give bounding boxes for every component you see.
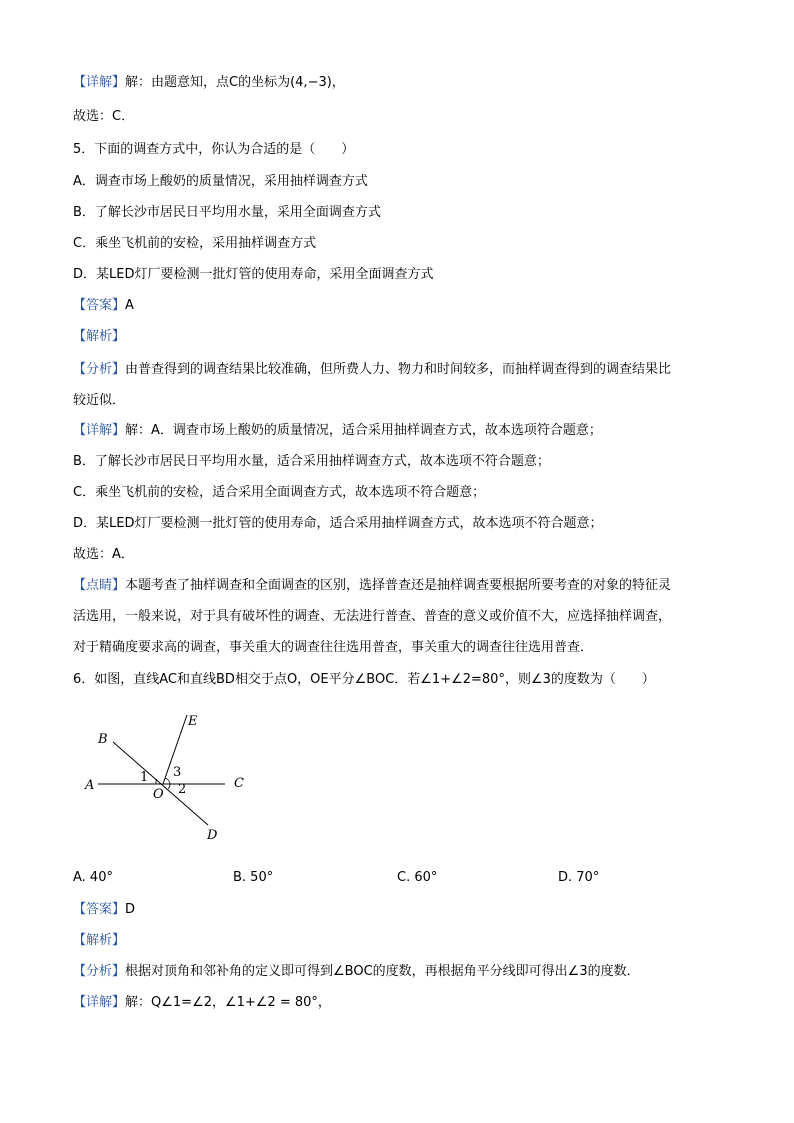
question-5-stem: [73, 141, 354, 159]
geometry-figure: [80, 705, 260, 850]
text: A．调查市场上酸奶的质量情况，采用抽样调查方式: [73, 174, 368, 189]
question-6-stem: [73, 671, 655, 689]
q5-answer: [73, 297, 134, 315]
label-b: B: [98, 732, 108, 747]
label-angle-3: 3: [173, 765, 182, 780]
q6-answer: [73, 901, 135, 919]
question-5-option-d: [73, 266, 433, 284]
q5-analysis-heading: [73, 328, 125, 346]
q5-analysis: [73, 361, 671, 379]
q5-detail-c: [73, 484, 485, 502]
text: 解：由题意知，点C的坐标为(4,−3)，: [125, 75, 345, 90]
tag-analysis: 【分析】: [73, 964, 126, 979]
line-detail-point-c: [73, 74, 345, 92]
text: 5．下面的调查方式中，你认为合适的是（ ）: [73, 142, 355, 157]
text: B．了解长沙市居民日平均用水量，适合采用抽样调查方式，故本选项不符合题意；: [73, 454, 550, 469]
text: D．某LED灯厂要检测一批灯管的使用寿命，采用全面调查方式: [73, 267, 434, 282]
text: D．某LED灯厂要检测一批灯管的使用寿命，适合采用抽样调查方式，故本选项不符合题意；: [73, 516, 603, 531]
q5-choose: [73, 546, 134, 564]
text: C．乘坐飞机前的安检，适合采用全面调查方式，故本选项不符合题意；: [73, 485, 486, 500]
angle-arc-3: [165, 778, 170, 784]
question-5-option-c: [73, 235, 316, 253]
text: 由普查得到的调查结果比较准确，但所费人力、物力和时间较多，而抽样调查得到的调查结果比: [125, 362, 672, 377]
q5-comment-cont-1: [73, 608, 671, 626]
tag-analysis: 【解析】: [73, 329, 126, 344]
text: 故选：A．: [73, 547, 134, 562]
q6-detail: [73, 994, 331, 1012]
q6-analysis: [73, 963, 640, 981]
question-6-option-c: C. 60°: [397, 870, 438, 885]
text: 根据对顶角和邻补角的定义即可得到∠BOC的度数，再根据角平分线即可得出∠3的度数．: [125, 964, 640, 979]
text: 对于精确度要求高的调查，事关重大的调查往往选用普查，事关重大的调查往往选用普查．: [73, 640, 594, 655]
q5-detail-a: [73, 422, 602, 440]
q5-comment: [73, 577, 671, 595]
question-6-option-d: D. 70°: [558, 870, 600, 885]
question-5-option-b: [73, 204, 381, 222]
text: B．了解长沙市居民日平均用水量，采用全面调查方式: [73, 205, 381, 220]
text: 解：A．调查市场上酸奶的质量情况，适合采用抽样调查方式，故本选项符合题意；: [125, 423, 602, 438]
question-5-option-a: [73, 173, 368, 191]
question-6-option-b: B. 50°: [233, 870, 274, 885]
text: A: [125, 298, 134, 313]
tag-detail: 【详解】: [73, 75, 126, 90]
tag-answer: 【答案】: [73, 298, 126, 313]
label-d: D: [207, 828, 218, 843]
angle-arc-2: [168, 784, 170, 789]
question-6-option-a: A. 40°: [73, 870, 113, 885]
text: 活选用，一般来说，对于具有破坏性的调查、无法进行普查、普查的意义或价值不大，应选择抽样调查，: [73, 609, 672, 624]
text: C．乘坐飞机前的安检，采用抽样调查方式: [73, 236, 317, 251]
text: 故选：C．: [73, 109, 135, 124]
line-choose-c: [73, 108, 134, 126]
q5-comment-cont-2: [73, 639, 593, 657]
label-o: O: [153, 787, 164, 802]
q5-detail-b: [73, 453, 550, 471]
text: 6．如图，直线AC和直线BD相交于点O，OE平分∠BOC．若∠1+∠2=80°，则∠3的度数为（ ）: [73, 672, 655, 687]
tag-comment: 【点睛】: [73, 578, 126, 593]
text: D: [125, 902, 136, 917]
label-angle-2: 2: [178, 782, 187, 797]
tag-detail: 【详解】: [73, 995, 126, 1010]
label-angle-1: 1: [140, 770, 149, 785]
text: 较近似．: [73, 393, 126, 408]
tag-detail: 【详解】: [73, 423, 126, 438]
label-e: E: [188, 714, 198, 729]
tag-analysis: 【解析】: [73, 933, 126, 948]
tag-analysis: 【分析】: [73, 362, 126, 377]
q6-analysis-heading: [73, 932, 125, 950]
label-c: C: [234, 776, 244, 791]
label-a: A: [85, 778, 95, 793]
q5-detail-d: [73, 515, 602, 533]
text: 解：Q∠1=∠2，∠1+∠2 = 80°，: [125, 995, 331, 1010]
q5-analysis-cont: [73, 392, 125, 410]
text: 本题考查了抽样调查和全面调查的区别，选择普查还是抽样调查要根据所要考查的对象的特征灵: [125, 578, 672, 593]
tag-answer: 【答案】: [73, 902, 126, 917]
